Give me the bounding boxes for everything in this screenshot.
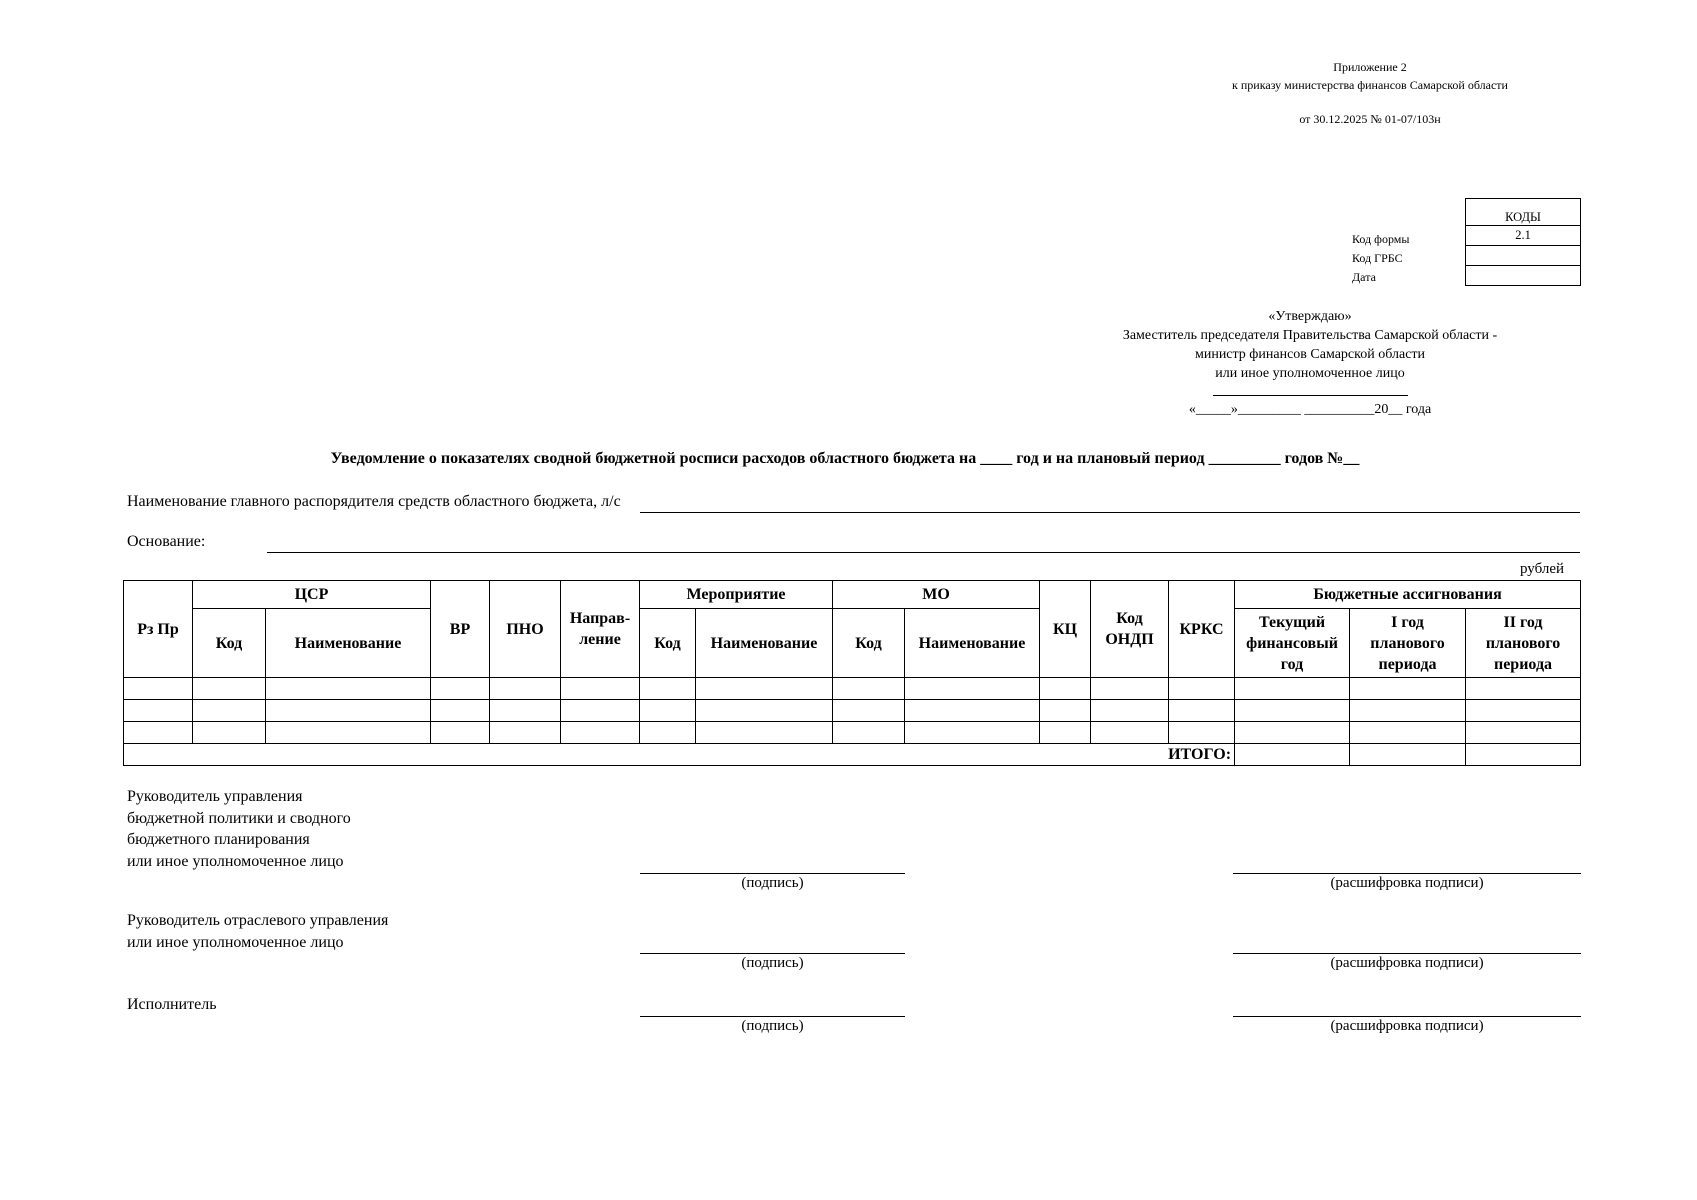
signature-caption-3: (подпись) [741, 1018, 804, 1034]
approval-block [1090, 307, 1530, 419]
col-mo: МО [833, 581, 1040, 609]
total-year-1 [1350, 744, 1466, 766]
total-row [124, 744, 1581, 766]
total-current [1235, 744, 1350, 766]
col-mo-kod: Код [833, 609, 905, 678]
budget-table [123, 580, 1581, 766]
approval-position-1: Заместитель председателя Правительства Самарской области - [1122, 328, 1498, 343]
grbs-name-label: Наименование главного распорядителя средств областного бюджета, л/с [127, 493, 621, 510]
col-napr: Направ-ление [561, 581, 640, 678]
col-rzpr: Рз Пр [124, 581, 193, 678]
codes-table [1465, 198, 1581, 286]
signature-role-3: Исполнитель [127, 996, 217, 1013]
decode-caption-2: (расшифровка подписи) [1330, 955, 1484, 971]
col-csr-name: Наименование [266, 609, 431, 678]
col-plan-year-2: II год планового периода [1466, 609, 1581, 678]
code-grbs-value [1466, 246, 1581, 266]
appendix-order: к приказу министерства финансов Самарской области [1232, 78, 1508, 92]
signature-caption-2: (подпись) [741, 955, 804, 971]
codes-labels [1352, 230, 1409, 287]
signature-caption-1: (подпись) [741, 875, 804, 891]
basis-line [267, 552, 1580, 553]
col-ondp: Код ОНДП [1091, 581, 1169, 678]
decode-line-1 [1233, 873, 1581, 874]
signature-line-2 [640, 953, 905, 954]
appendix-title: Приложение 2 [1333, 60, 1407, 74]
decode-line-2 [1233, 953, 1581, 954]
approval-position-2: министр финансов Самарской области [1194, 347, 1426, 362]
document-title: Уведомление о показателях сводной бюджетной росписи расходов областного бюджета на ____ год и на плановый период _________ годов №__ [330, 450, 1360, 467]
approval-title: «Утверждаю» [1268, 309, 1352, 324]
table-row [124, 722, 1581, 744]
col-mo-name: Наименование [905, 609, 1040, 678]
col-plan-year-1: I год планового периода [1350, 609, 1466, 678]
approval-position-3: или иное уполномоченное лицо [1215, 366, 1405, 381]
code-form-value: 2.1 [1466, 226, 1581, 246]
code-date-value [1466, 266, 1581, 286]
col-meropr: Мероприятие [640, 581, 833, 609]
approval-signature-line [1213, 395, 1408, 396]
units-label: рублей [1520, 561, 1565, 577]
appendix-header [1150, 58, 1590, 128]
signature-line-3 [640, 1016, 905, 1017]
col-kc: КЦ [1040, 581, 1091, 678]
signature-line-1 [640, 873, 905, 874]
col-csr: ЦСР [193, 581, 431, 609]
col-meropr-name: Наименование [696, 609, 833, 678]
decode-caption-3: (расшифровка подписи) [1330, 1018, 1484, 1034]
code-date-label: Дата [1352, 270, 1376, 284]
col-csr-kod: Код [193, 609, 266, 678]
basis-label: Основание: [127, 533, 206, 550]
signature-role-2: Руководитель отраслевого управления или иное уполномоченное лицо [127, 912, 389, 951]
code-grbs-label: Код ГРБС [1352, 251, 1403, 265]
total-year-2 [1466, 744, 1581, 766]
appendix-date: от 30.12.2025 № 01-07/103н [1299, 112, 1441, 126]
col-krks: КРКС [1169, 581, 1235, 678]
col-current-year: Текущий финансовый год [1235, 609, 1350, 678]
col-budget: Бюджетные ассигнования [1235, 581, 1581, 609]
col-meropr-kod: Код [640, 609, 696, 678]
code-form-label: Код формы [1352, 232, 1410, 246]
col-pno: ПНО [490, 581, 561, 678]
decode-caption-1: (расшифровка подписи) [1330, 875, 1484, 891]
col-vr: ВР [431, 581, 490, 678]
signature-role-1: Руководитель управления бюджетной политики и сводного бюджетного планирования или иное уполномоченное лицо [127, 788, 351, 870]
decode-line-3 [1233, 1016, 1581, 1017]
table-row [124, 678, 1581, 700]
table-row [124, 700, 1581, 722]
total-label: ИТОГО: [124, 744, 1235, 766]
codes-header: КОДЫ [1466, 199, 1581, 226]
grbs-name-line [640, 512, 1580, 513]
approval-date-line: «_____»_________ __________20__ года [1188, 402, 1432, 417]
